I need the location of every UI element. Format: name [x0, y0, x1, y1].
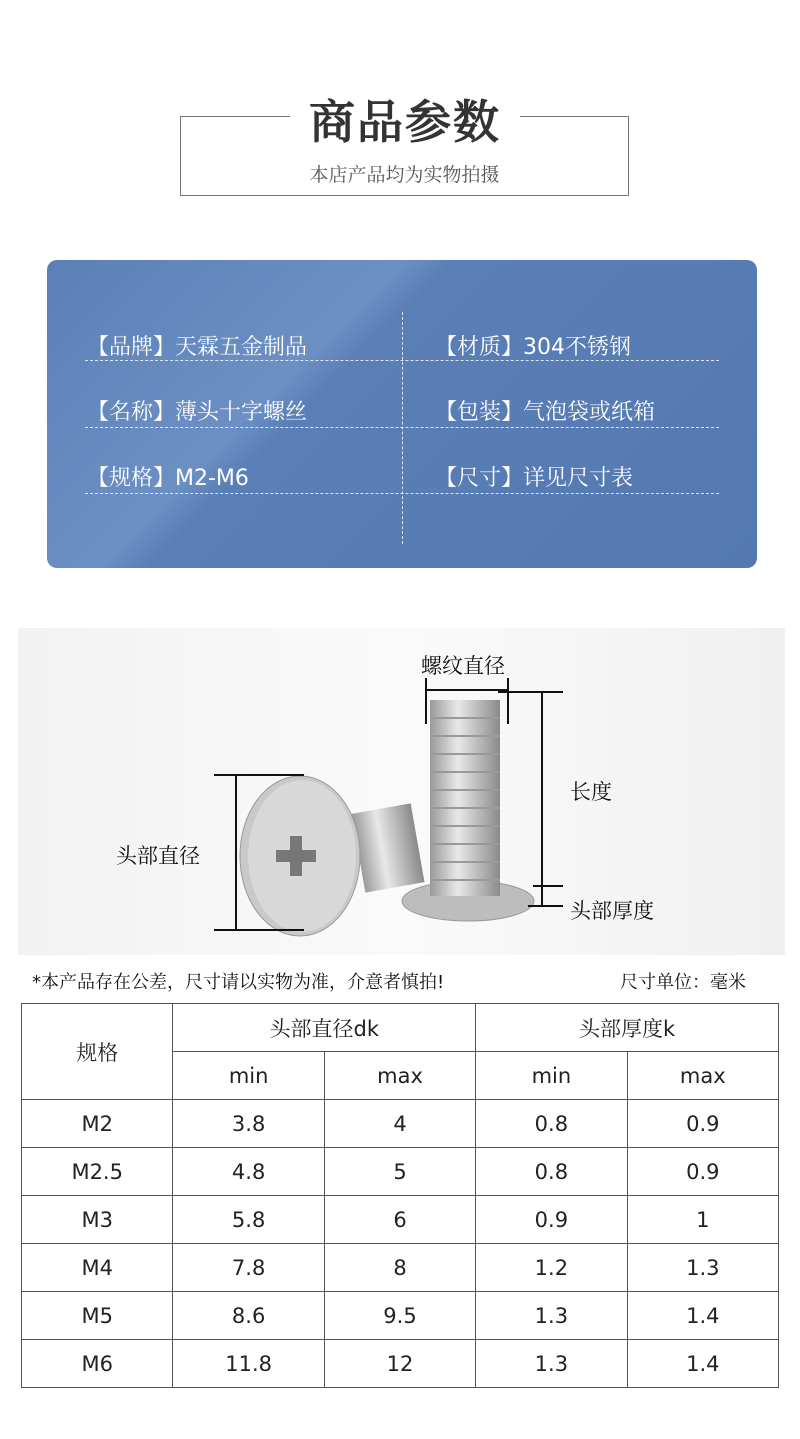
table-cell: 4.8: [173, 1148, 324, 1196]
header-max: max: [324, 1052, 475, 1100]
label-head-thickness: 头部厚度: [570, 899, 654, 923]
table-cell: 8: [324, 1244, 475, 1292]
table-cell: 0.9: [627, 1148, 778, 1196]
unit-note: 尺寸单位：毫米: [620, 972, 746, 993]
table-cell: 3.8: [173, 1100, 324, 1148]
param-size: 【尺寸】详见尺寸表: [435, 466, 634, 491]
table-cell: 7.8: [173, 1244, 324, 1292]
table-cell: 1.3: [476, 1340, 627, 1388]
table-cell: 0.8: [476, 1148, 627, 1196]
table-cell: M6: [22, 1340, 173, 1388]
divider: [85, 493, 719, 494]
divider: [85, 360, 719, 361]
param-packaging: 【包装】气泡袋或纸箱: [435, 400, 656, 425]
table-header-row: [22, 1004, 779, 1052]
table-row: [22, 1340, 779, 1388]
table-cell: 1.4: [627, 1340, 778, 1388]
label-length: 长度: [570, 780, 612, 804]
table-cell: M3: [22, 1196, 173, 1244]
table-cell: 9.5: [324, 1292, 475, 1340]
table-row: [22, 1196, 779, 1244]
param-name: 【名称】薄头十字螺丝: [87, 400, 308, 425]
table-cell: 11.8: [173, 1340, 324, 1388]
table-row: [22, 1100, 779, 1148]
table-cell: M2.5: [22, 1148, 173, 1196]
header-max: max: [627, 1052, 778, 1100]
params-card: [47, 260, 757, 568]
header-head-thickness: 头部厚度k: [476, 1004, 779, 1052]
divider: [85, 427, 719, 428]
label-thread-diameter: 螺纹直径: [421, 654, 505, 678]
table-cell: 1.4: [627, 1292, 778, 1340]
product-photo: [18, 628, 785, 955]
param-material: 【材质】304不锈钢: [435, 335, 632, 360]
table-cell: 5.8: [173, 1196, 324, 1244]
table-cell: 1.2: [476, 1244, 627, 1292]
screw-illustration: [18, 628, 785, 955]
size-table: [21, 1003, 779, 1388]
table-cell: 8.6: [173, 1292, 324, 1340]
page-title: 商品参数: [290, 86, 520, 152]
table-cell: 0.9: [476, 1196, 627, 1244]
table-cell: 0.9: [627, 1100, 778, 1148]
table-row: [22, 1292, 779, 1340]
param-spec: 【规格】M2-M6: [87, 466, 249, 491]
header-spec: 规格: [22, 1004, 173, 1100]
table-cell: 6: [324, 1196, 475, 1244]
label-head-diameter: 头部直径: [116, 844, 200, 868]
table-cell: 4: [324, 1100, 475, 1148]
table-row: [22, 1244, 779, 1292]
table-cell: M2: [22, 1100, 173, 1148]
header-min: min: [476, 1052, 627, 1100]
table-row: [22, 1148, 779, 1196]
table-cell: 1.3: [627, 1244, 778, 1292]
table-cell: 1.3: [476, 1292, 627, 1340]
table-cell: M5: [22, 1292, 173, 1340]
table-cell: 5: [324, 1148, 475, 1196]
table-cell: 0.8: [476, 1100, 627, 1148]
page-subtitle: 本店产品均为实物拍摄: [309, 164, 500, 186]
table-cell: M4: [22, 1244, 173, 1292]
header-min: min: [173, 1052, 324, 1100]
param-brand: 【品牌】天霖五金制品: [87, 335, 308, 360]
table-cell: 1: [627, 1196, 778, 1244]
table-cell: 12: [324, 1340, 475, 1388]
header-head-diameter: 头部直径dk: [173, 1004, 476, 1052]
tolerance-note: *本产品存在公差，尺寸请以实物为准，介意者慎拍!: [32, 972, 445, 993]
divider: [402, 312, 403, 544]
